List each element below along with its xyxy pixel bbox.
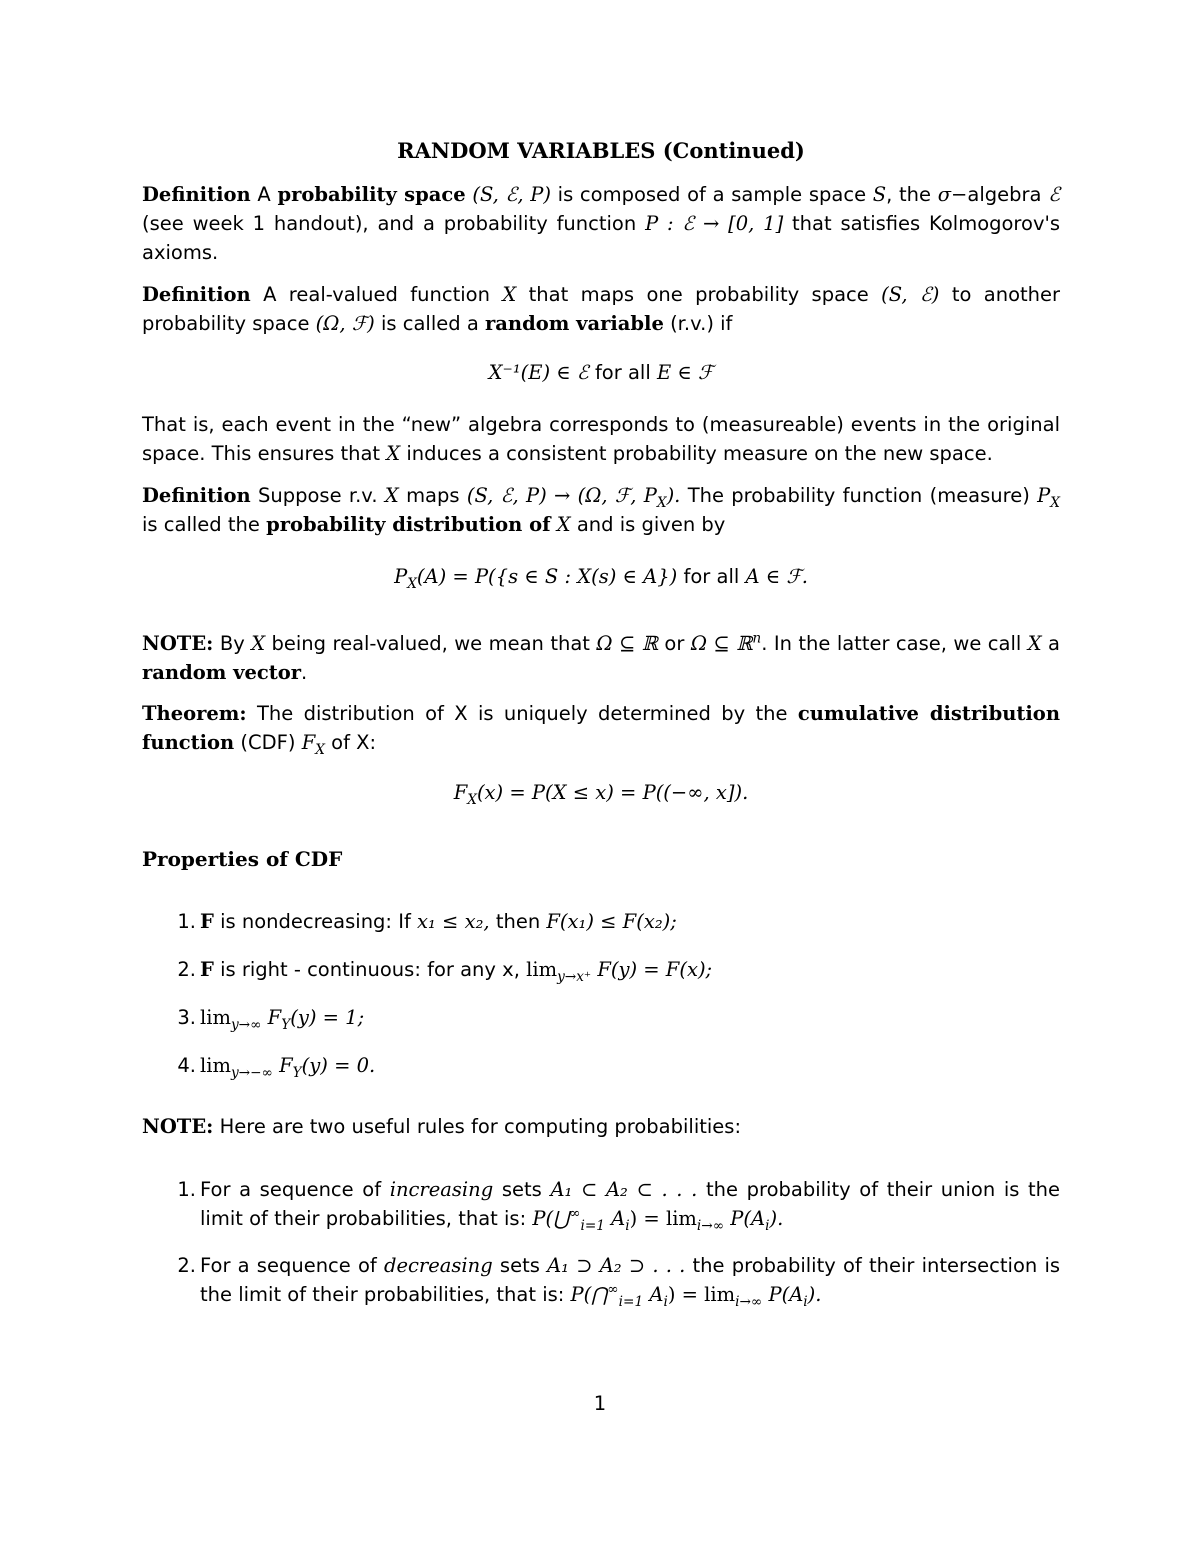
term-probability-space: probability space bbox=[277, 183, 466, 206]
definition-random-variable: Definition A real-valued function X that maps one probability space (S, ℰ) to another probability space (Ω, ℱ) is called a random variable (r.v.) if bbox=[142, 283, 1061, 335]
equation-inverse-image: X⁻¹(E) ∈ ℰ for all E ∈ ℱ bbox=[488, 361, 714, 384]
equation-cdf: $F_X(x) = P(X \le x) = P((-\infty$, x]). bbox=[453, 781, 749, 808]
page-title: RANDOM VARIABLES (Continued) bbox=[397, 138, 805, 163]
definition-probability-space: Definition A probability space (S, ℰ, P) is composed of a sample space S, the σ−algebra ℰ (see week 1 handout), and a probability function P : ℰ → [0, 1] that satisfies Kolmogorov's axioms. bbox=[142, 183, 1061, 264]
theorem-label: Theorem: bbox=[142, 702, 247, 725]
equation-probability-distribution: $P_X(A) = P(\{s$ ∈ S : X(s) ∈ A}) for all A ∈ ℱ. bbox=[394, 565, 808, 592]
section-heading-properties: Properties of CDF bbox=[142, 847, 343, 871]
term-probability-distribution: probability distribution of bbox=[266, 513, 551, 536]
term-cdf: cumulative distribution function bbox=[142, 702, 1060, 754]
note-label: NOTE: bbox=[142, 632, 214, 655]
definition-label: Definition bbox=[142, 183, 251, 206]
paragraph-measurable-events: That is, each event in the “new” algebra corresponds to (measureable) events in the original space. This ensures that X induces a consistent probability measure on the new space. bbox=[142, 413, 1060, 465]
term-random-vector: random vector bbox=[142, 661, 302, 684]
definition-label: Definition bbox=[142, 484, 251, 507]
term-random-variable: random variable bbox=[484, 312, 664, 335]
page-number: 1 bbox=[593, 1392, 607, 1415]
definition-label: Definition bbox=[142, 283, 251, 306]
note-real-valued: NOTE: By X being real-valued, we mean that Ω ⊆ ℝ or Ω ⊆ ℝ$^n$. In the latter case, we call X a random vector. bbox=[142, 630, 1060, 684]
note-useful-rules: NOTE: Here are two useful rules for computing probabilities: bbox=[142, 1115, 742, 1138]
definition-probability-distribution: Definition Suppose r.v. X maps (S, ℰ, P) → (Ω, ℱ, $P_X$). The probability function (measure) $P_X$ is called the probability distribution of X and is given by bbox=[142, 484, 1061, 536]
theorem-cdf: Theorem: The distribution of X is uniquely determined by the cumulative distribution function (CDF) $F_X$ of X: bbox=[142, 702, 1060, 758]
note-label: NOTE: bbox=[142, 1115, 214, 1138]
